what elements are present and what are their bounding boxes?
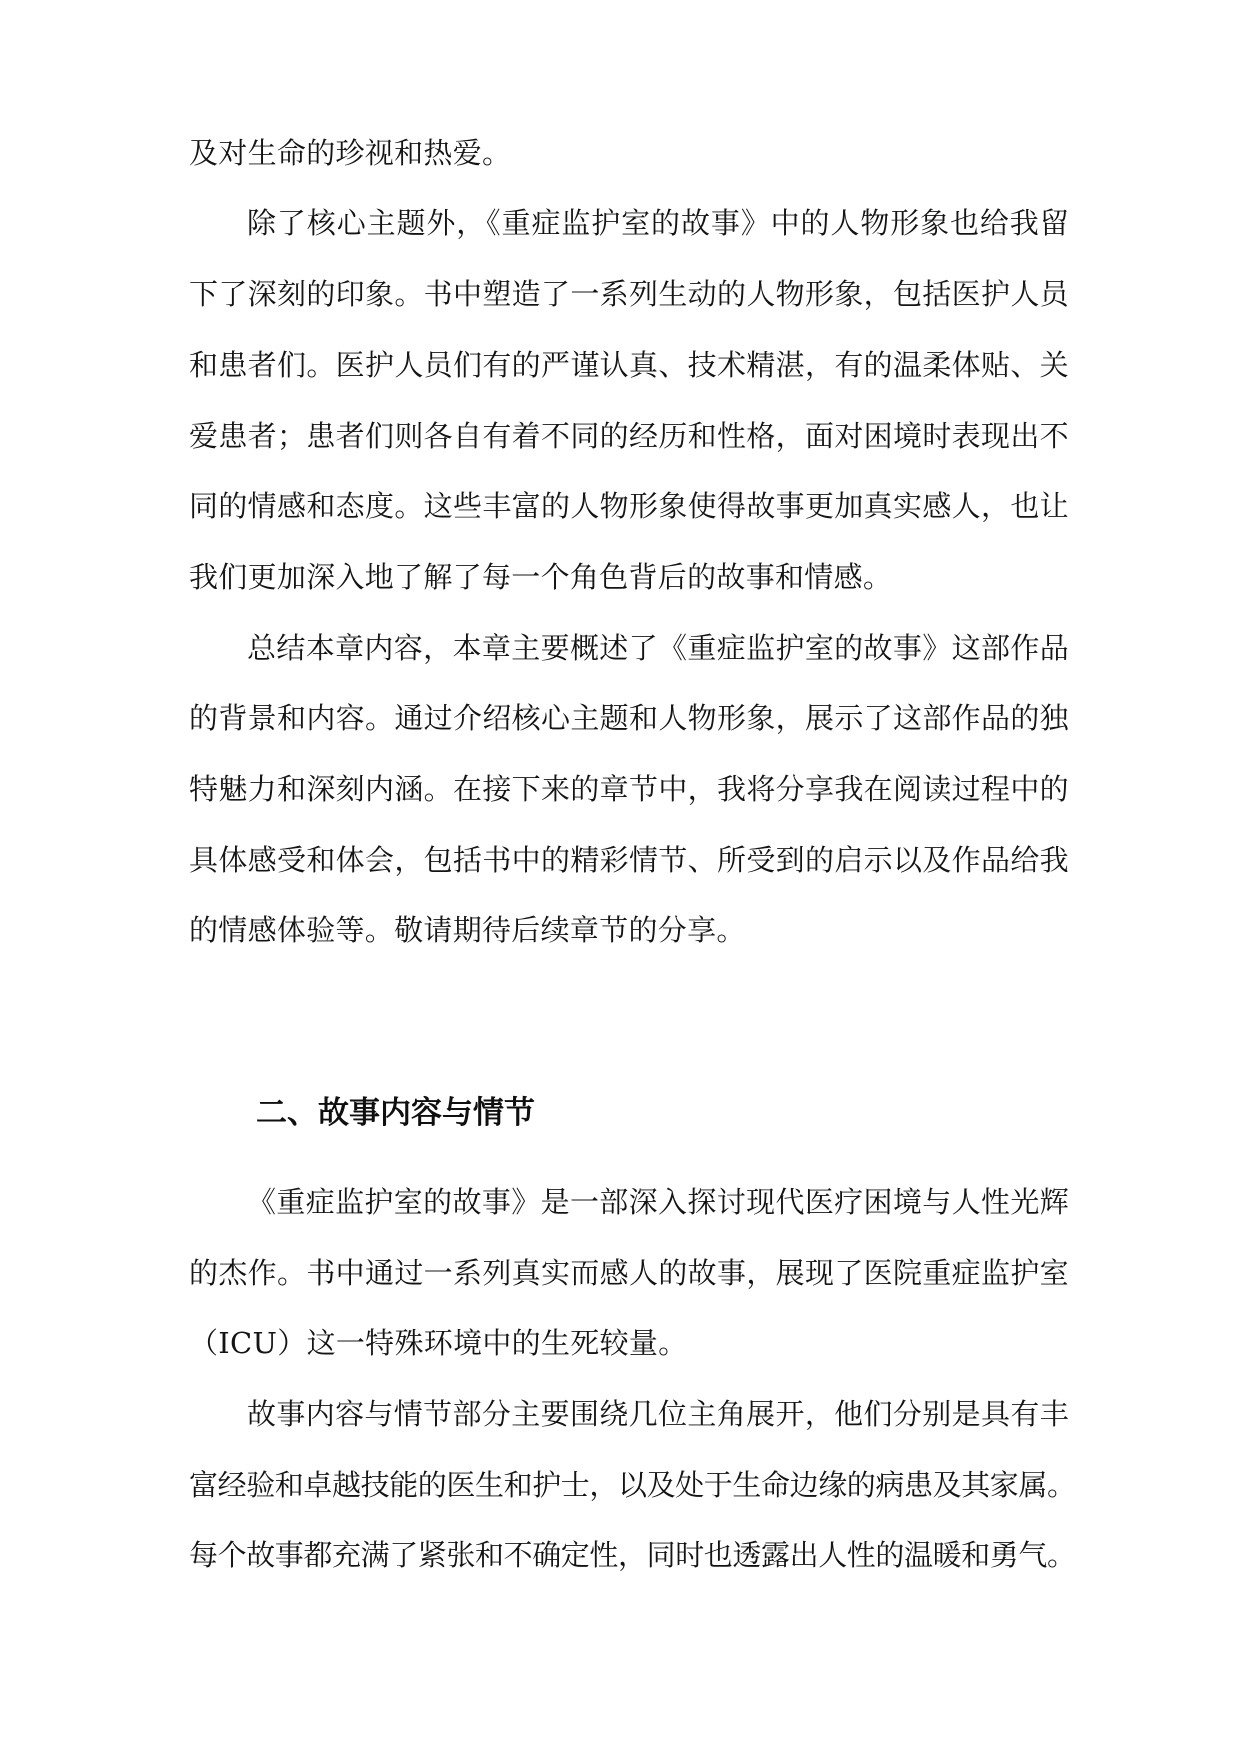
text-line: 及对生命的珍视和热爱。 [189,136,512,170]
text-line: 的背景和内容。通过介绍核心主题和人物形象，展示了这部作品的独 [189,701,1069,735]
section-heading: 二、故事内容与情节 [256,1095,535,1131]
text-line: 同的情感和态度。这些丰富的人物形象使得故事更加真实感人，也让 [189,489,1069,523]
text-line: 的情感体验等。敬请期待后续章节的分享。 [189,913,746,947]
text-line: 故事内容与情节部分主要围绕几位主角展开，他们分别是具有丰 [247,1397,1069,1431]
text-line: 下了深刻的印象。书中塑造了一系列生动的人物形象，包括医护人员 [189,277,1069,311]
text-line: 《重症监护室的故事》是一部深入探讨现代医疗困境与人性光辉 [247,1185,1069,1219]
text-line: 具体感受和体会，包括书中的精彩情节、所受到的启示以及作品给我 [189,843,1069,877]
text-line: 特魅力和深刻内涵。在接下来的章节中，我将分享我在阅读过程中的 [189,772,1069,806]
text-line: 总结本章内容，本章主要概述了《重症监护室的故事》这部作品 [247,631,1069,665]
text-line: （ICU）这一特殊环境中的生死较量。 [189,1326,688,1360]
text-line: 富经验和卓越技能的医生和护士，以及处于生命边缘的病患及其家属。 [189,1468,1076,1502]
text-line: 我们更加深入地了解了每一个角色背后的故事和情感。 [189,560,893,594]
text-line: 爱患者；患者们则各自有着不同的经历和性格，面对困境时表现出不 [189,419,1069,453]
text-line: 每个故事都充满了紧张和不确定性，同时也透露出人性的温暖和勇气。 [189,1538,1076,1572]
text-line: 的杰作。书中通过一系列真实而感人的故事，展现了医院重症监护室 [189,1256,1069,1290]
text-line: 和患者们。医护人员们有的严谨认真、技术精湛，有的温柔体贴、关 [189,348,1069,382]
text-line: 除了核心主题外，《重症监护室的故事》中的人物形象也给我留 [247,206,1069,240]
